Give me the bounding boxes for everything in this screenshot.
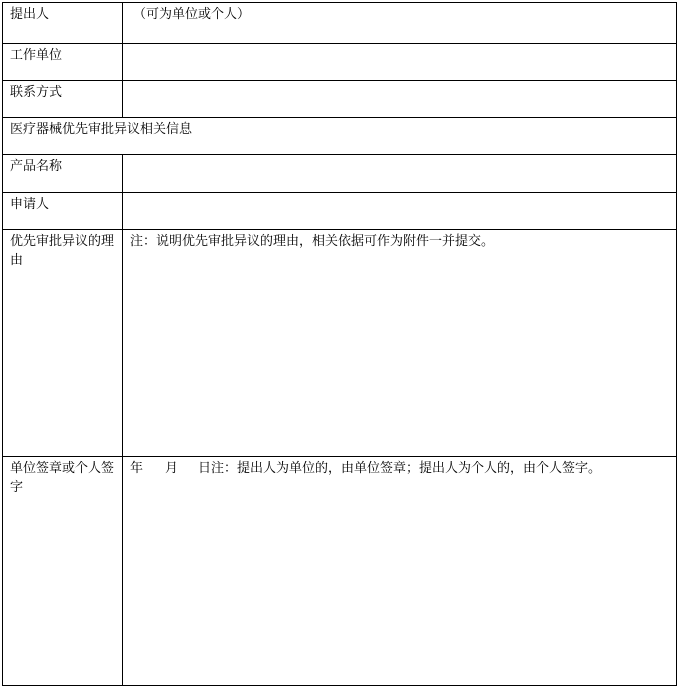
row-submitter xyxy=(3,3,677,44)
row-section-header xyxy=(3,118,677,155)
contact-field[interactable] xyxy=(123,81,677,118)
row-contact xyxy=(3,81,677,118)
label-signature: 单位签章或个人签字 xyxy=(3,457,123,686)
label-work-unit: 工作单位 xyxy=(3,44,123,81)
submitter-field[interactable] xyxy=(123,3,677,44)
objection-reason-field[interactable] xyxy=(123,230,677,457)
signature-month: 月 xyxy=(165,461,179,476)
label-submitter: 提出人 xyxy=(3,3,123,44)
row-product-name xyxy=(3,155,677,193)
row-objection-reason xyxy=(3,230,677,457)
row-signature xyxy=(3,457,677,686)
row-work-unit xyxy=(3,44,677,81)
submitter-hint: （可为单位或个人） xyxy=(133,7,251,22)
product-name-field[interactable] xyxy=(123,155,677,193)
label-contact: 联系方式 xyxy=(3,81,123,118)
objection-form-table xyxy=(2,2,677,686)
applicant-field[interactable] xyxy=(123,193,677,230)
label-product-name: 产品名称 xyxy=(3,155,123,193)
work-unit-field[interactable] xyxy=(123,44,677,81)
row-applicant xyxy=(3,193,677,230)
label-objection-reason: 优先审批异议的理由 xyxy=(3,230,123,457)
signature-field[interactable] xyxy=(123,457,677,686)
label-applicant: 申请人 xyxy=(3,193,123,230)
signature-year: 年 xyxy=(130,461,144,476)
section-header: 医疗器械优先审批异议相关信息 xyxy=(3,118,677,155)
objection-reason-note: 注：说明优先审批异议的理由，相关依据可作为附件一并提交。 xyxy=(130,234,495,249)
signature-day-note: 日注：提出人为单位的，由单位签章；提出人为个人的，由个人签字。 xyxy=(198,461,602,476)
